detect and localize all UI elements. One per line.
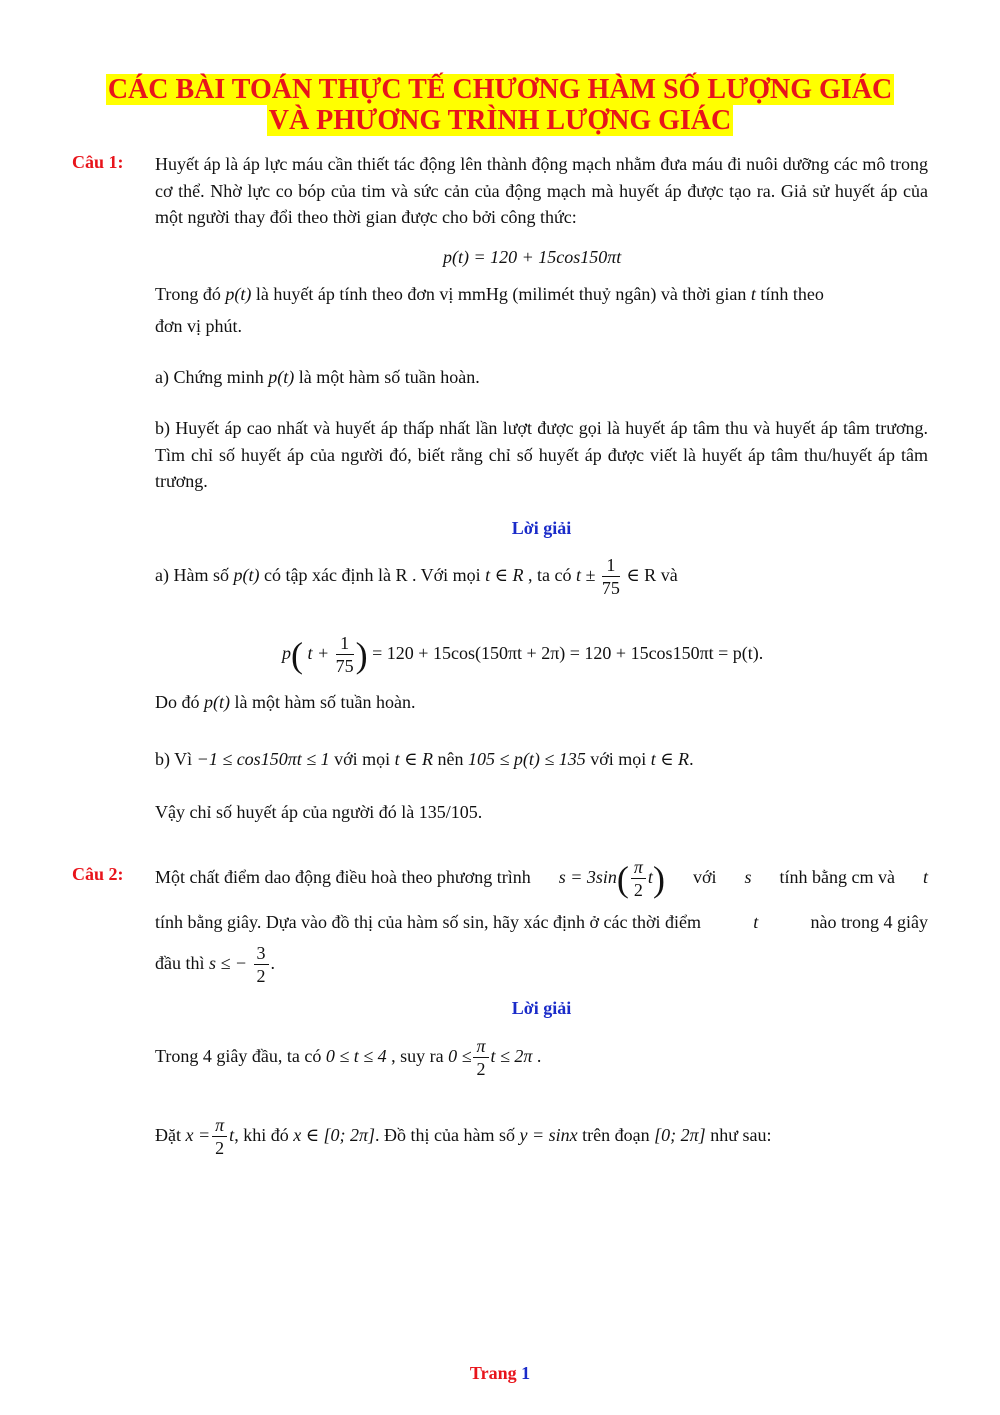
b-text3: nên xyxy=(437,749,464,769)
fraction-numerator: 1 xyxy=(336,632,354,655)
solution-1-conclusion xyxy=(155,689,415,715)
question-2-line-3 xyxy=(155,938,275,988)
paren-close: ) xyxy=(652,858,665,899)
fraction-numerator: 3 xyxy=(254,942,269,965)
part-a-var: p(t) xyxy=(268,367,295,387)
fraction-denominator: 2 xyxy=(256,966,266,987)
question-1-where-line xyxy=(155,281,824,307)
sol2-l2-a: Đặt xyxy=(155,1125,181,1145)
fraction-denominator: 2 xyxy=(633,880,643,901)
sol1-R: R xyxy=(395,565,408,585)
b-text4: với mọi xyxy=(590,749,647,769)
q2-t-var: t xyxy=(922,867,928,887)
q2-eq-pre: s = 3sin xyxy=(558,867,617,887)
fraction-pi-over-2 xyxy=(631,856,646,901)
formula-blood-pressure: p(t) = 120 + 15cos150πt xyxy=(443,247,622,267)
sol2-l2-t: t xyxy=(229,1125,235,1145)
question-1-label: Câu 1: xyxy=(72,152,124,172)
paren-close: ) xyxy=(355,634,368,675)
part-a-text-b: là một hàm số tuần hoàn. xyxy=(298,367,480,387)
footer-label: Trang xyxy=(469,1363,517,1383)
sol2-l2-d: trên đoạn xyxy=(582,1125,650,1145)
fraction-denominator: 75 xyxy=(601,578,620,599)
q2-line3-a: đầu thì xyxy=(155,953,205,973)
sol2-l1-end: . xyxy=(536,1046,542,1066)
where-var: p(t) xyxy=(225,284,252,304)
title-line-1: CÁC BÀI TOÁN THỰC TẾ CHƯƠNG HÀM SỐ LƯỢNG GIÁC xyxy=(107,74,893,105)
b-ineq1: −1 ≤ cos150πt ≤ 1 xyxy=(196,749,330,769)
fraction-numerator: 1 xyxy=(602,554,620,577)
b-ineq2: 105 ≤ p(t) ≤ 135 xyxy=(467,749,586,769)
q2-text1: Một chất điểm dao động điều hoà theo phương trình xyxy=(155,867,531,887)
conclusion-text-a: Do đó xyxy=(155,692,200,712)
fraction-pi-over-2 xyxy=(212,1114,227,1159)
b-cond1: t ∈ R xyxy=(394,749,433,769)
fraction-numerator: π xyxy=(631,856,646,879)
fraction-1-over-75-eq xyxy=(336,632,354,677)
where-t: t xyxy=(750,284,756,304)
sol1-text2: có tập xác định là xyxy=(263,565,391,585)
q2-text3: tính bằng cm và xyxy=(779,867,895,887)
sol1-text5: và xyxy=(660,565,678,585)
eq-t: t + xyxy=(307,643,330,663)
sol1-text4: , ta có xyxy=(527,565,572,585)
q2-line2-b: nào trong 4 giây xyxy=(810,912,928,932)
page-footer xyxy=(0,1363,1000,1384)
fraction-3-over-2 xyxy=(254,942,269,987)
q2-line3-ineq: s ≤ − xyxy=(209,953,248,973)
sol2-l2-x: x = xyxy=(185,1125,211,1145)
sol1-expr-pre: t ± xyxy=(575,565,596,585)
b-cond2: t ∈ R xyxy=(650,749,690,769)
fraction-denominator: 2 xyxy=(476,1059,486,1080)
fraction-denominator: 75 xyxy=(335,656,354,677)
question-1-formula xyxy=(443,244,621,270)
sol1-expr-post: ∈ R xyxy=(626,565,657,585)
fraction-numerator: π xyxy=(473,1035,488,1058)
fraction-numerator: π xyxy=(212,1114,227,1137)
question-1-part-b: b) Huyết áp cao nhất và huyết áp thấp nhất lần lượt được gọi là huyết áp tâm thu và huyết áp tâm trương. Tìm chỉ số huyết áp của người đó, biết rằng chỉ số huyết áp được viết là huyết áp tâm thu/huyết áp tâm trương. xyxy=(155,418,928,491)
where-text-a: Trong đó xyxy=(155,284,221,304)
sol2-l2-c: . Đồ thị của hàm số xyxy=(375,1125,516,1145)
part-a-text-a: a) Chứng minh xyxy=(155,367,264,387)
sol1-cond: t ∈ R xyxy=(485,565,524,585)
page-number: 1 xyxy=(521,1363,531,1383)
question-1-part-a xyxy=(155,364,480,390)
q2-eq-t: t xyxy=(647,867,653,887)
solution-1-part-b xyxy=(155,746,694,772)
question-1-unit-line: đơn vị phút. xyxy=(155,316,243,336)
question-1-intro: Huyết áp là áp lực máu cần thiết tác động lên thành động mạch nhằm đưa máu đi nuôi dưỡng các mô trong cơ thể. Nhờ lực co bóp của tim và sức cản của động mạch mà huyết áp được tạo ra. Giả sử huyết áp của một người thay đổi theo thời gian được cho bởi công thức: xyxy=(155,154,928,227)
sol1-text3: . Với mọi xyxy=(411,565,481,585)
where-text-c: tính theo xyxy=(760,284,824,304)
sol1-text1: a) Hàm số xyxy=(155,565,229,585)
paren-open: ( xyxy=(291,634,303,675)
question-2-line-1 xyxy=(155,852,928,904)
q2-line2-t: t xyxy=(753,912,759,932)
question-2-label: Câu 2: xyxy=(72,864,124,884)
q2-equation xyxy=(559,852,665,904)
sol2-l2-fn: y = sinx xyxy=(519,1125,578,1145)
sol2-l2-b: , khi đó xyxy=(234,1125,289,1145)
solution-2-line-2 xyxy=(155,1110,771,1160)
q2-line2-a: tính bằng giây. Dựa vào đồ thị của hàm số sin, hãy xác định ở các thời điểm xyxy=(155,912,701,932)
conclusion-text-b: là một hàm số tuần hoàn. xyxy=(234,692,416,712)
title-line-2: VÀ PHƯƠNG TRÌNH LƯỢNG GIÁC xyxy=(268,105,732,136)
solution-2-line-1 xyxy=(155,1031,541,1081)
solution-1-final: Vậy chỉ số huyết áp của người đó là 135/105. xyxy=(155,802,483,822)
fraction-1-over-75 xyxy=(602,554,620,599)
solution-2-heading: Lời giải xyxy=(511,998,572,1018)
q2-s-var: s xyxy=(744,867,752,887)
solution-1-equation xyxy=(282,628,763,680)
solution-1-line-a xyxy=(155,550,678,600)
solution-1-heading: Lời giải xyxy=(511,518,572,538)
b-text1: b) Vì xyxy=(155,749,193,769)
sol2-l1-post: t ≤ 2π xyxy=(490,1046,533,1066)
conclusion-var: p(t) xyxy=(204,692,230,712)
b-text5: . xyxy=(689,749,694,769)
sol2-l1-b: , suy ra xyxy=(391,1046,444,1066)
sol1-var: p(t) xyxy=(233,565,260,585)
q2-line3-end: . xyxy=(270,953,276,973)
eq-p: p xyxy=(282,643,291,663)
sol2-l1-a: Trong 4 giây đầu, ta có xyxy=(155,1046,322,1066)
sol2-l2-mem: x ∈ [0; 2π] xyxy=(293,1125,376,1145)
eq-rest: = 120 + 15cos(150πt + 2π) = 120 + 15cos150πt = p(t). xyxy=(372,643,764,663)
fraction-pi-over-2 xyxy=(473,1035,488,1080)
sol2-l1-pre: 0 ≤ xyxy=(448,1046,472,1066)
question-2-line-2 xyxy=(155,909,928,935)
document-title xyxy=(0,74,1000,136)
sol2-l1-ineq: 0 ≤ t ≤ 4 xyxy=(325,1046,387,1066)
q2-text2: với xyxy=(692,867,717,887)
b-text2: với mọi xyxy=(334,749,391,769)
paren-open: ( xyxy=(616,858,629,899)
sol2-l2-int: [0; 2π] xyxy=(654,1125,706,1145)
fraction-denominator: 2 xyxy=(215,1138,225,1159)
sol2-l2-e: như sau: xyxy=(710,1125,772,1145)
where-text-b: là huyết áp tính theo đơn vị mmHg (milimét thuỷ ngân) và thời gian xyxy=(255,284,747,304)
